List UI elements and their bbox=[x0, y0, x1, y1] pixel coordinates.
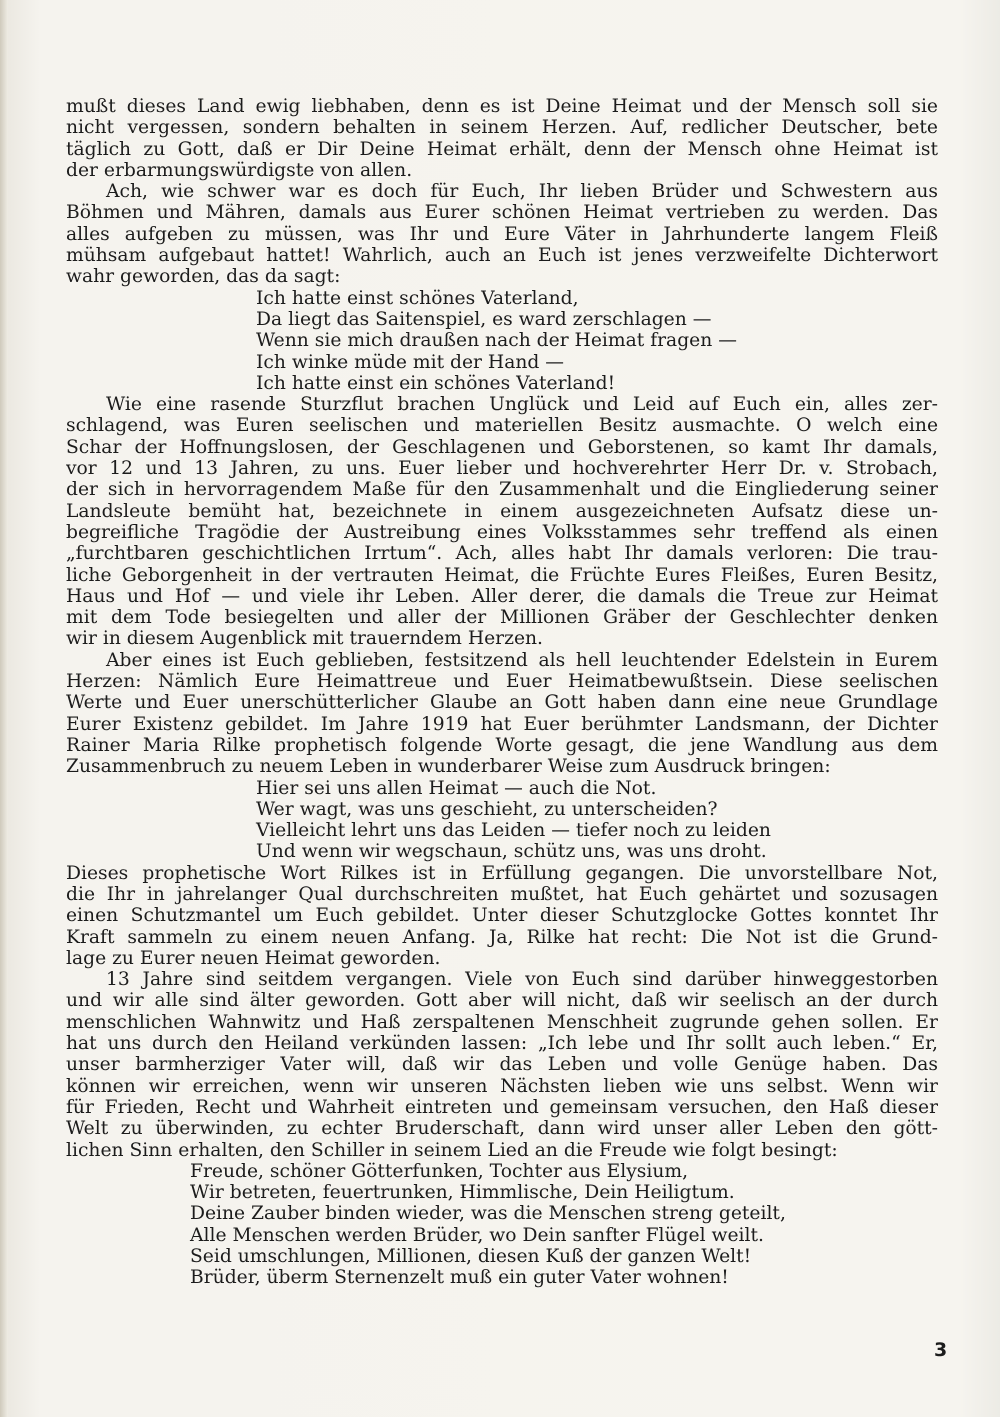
text-line: lage zu Eurer neuen Heimat geworden. bbox=[66, 947, 441, 969]
text-line: Zusammenbruch zu neuem Leben in wunderbarer Weise zum Ausdruck bringen: bbox=[66, 756, 831, 778]
verse-line: Alle Menschen werden Brüder, wo Dein sanfter Flügel weilt. bbox=[190, 1224, 764, 1246]
text-line: Schar der Hoffnungslosen, der Geschlagenen und Geborstenen, so kamt Ihr damals, bbox=[66, 436, 938, 458]
text-line: menschlichen Wahnwitz und Haß zerspaltenen Menschheit zugrunde gehen sollen. Er bbox=[66, 1011, 938, 1033]
text-line: für Frieden, Recht und Wahrheit eintreten und gemeinsam versuchen, den Haß dieser bbox=[66, 1096, 938, 1118]
text-line: mußt dieses Land ewig liebhaben, denn es ist Deine Heimat und der Mensch soll sie bbox=[66, 96, 938, 117]
text-line: Eurer Existenz gebildet. Im Jahre 1919 hat Euer berühmter Landsmann, der Dichter bbox=[66, 713, 938, 735]
verse-block bbox=[66, 778, 938, 863]
verse-line: Wer wagt, was uns geschieht, zu unterscheiden? bbox=[256, 798, 718, 820]
text-line: einen Schutzmantel um Euch gebildet. Unter dieser Schutzglocke Gottes konntet Ihr bbox=[66, 905, 938, 927]
verse-line: Deine Zauber binden wieder, was die Menschen streng geteilt, bbox=[190, 1203, 786, 1225]
text-line: „furchtbaren geschichtlichen Irrtum“. Ach, alles habt Ihr damals verloren: Die trau- bbox=[66, 543, 938, 565]
verse-line: Und wenn wir wegschaun, schütz uns, was uns droht. bbox=[256, 841, 767, 863]
text-line: Böhmen und Mähren, damals aus Eurer schönen Heimat vertrieben zu werden. Das bbox=[66, 202, 938, 224]
body-text bbox=[66, 96, 938, 1289]
verse-line: Ich hatte einst schönes Vaterland, bbox=[256, 287, 579, 309]
text-line: der sich in hervorragendem Maße für den Zusammenhalt und die Eingliederung seiner bbox=[66, 479, 938, 501]
text-line: Rainer Maria Rilke prophetisch folgende Worte gesagt, die jene Wandlung aus dem bbox=[66, 734, 938, 756]
verse-line: Ich winke müde mit der Hand — bbox=[256, 351, 564, 373]
paragraph bbox=[66, 181, 938, 287]
text-line: nicht vergessen, sondern behalten in seinem Herzen. Auf, redlicher Deutscher, bete bbox=[66, 117, 938, 139]
text-line: Wie eine rasende Sturzflut brachen Unglück und Leid auf Euch ein, alles zer- bbox=[106, 394, 938, 416]
text-line: schlagend, was Euren seelischen und materiellen Besitz ausmachte. O welch eine bbox=[66, 415, 938, 437]
text-line: täglich zu Gott, daß er Dir Deine Heimat erhält, denn der Mensch ohne Heimat ist bbox=[66, 138, 938, 160]
paragraph bbox=[66, 394, 938, 650]
page-spine-shadow bbox=[0, 0, 8, 1417]
text-line: lichen Sinn erhalten, den Schiller in seinem Lied an die Freude wie folgt besingt: bbox=[66, 1139, 838, 1161]
text-line: Werte und Euer unerschütterlicher Glaube an Gott haben dann eine neue Grundlage bbox=[66, 692, 938, 714]
verse-line: Freude, schöner Götterfunken, Tochter aus Elysium, bbox=[190, 1160, 689, 1182]
text-line: alles aufgeben zu müssen, was Ihr und Eure Väter in Jahrhunderte langem Fleiß bbox=[66, 223, 938, 245]
text-line: Dieses prophetische Wort Rilkes ist in Erfüllung gegangen. Die unvorstellbare Not, bbox=[66, 862, 938, 884]
verse-block bbox=[66, 1161, 938, 1289]
verse-line: Seid umschlungen, Millionen, diesen Kuß der ganzen Welt! bbox=[190, 1246, 752, 1268]
paragraph bbox=[66, 650, 938, 778]
text-line: wahr geworden, das da sagt: bbox=[66, 266, 341, 288]
paragraph bbox=[66, 969, 938, 1161]
verse-line: Wir betreten, feuertrunken, Himmlische, Dein Heiligtum. bbox=[190, 1182, 735, 1204]
text-line: unser barmherziger Vater will, daß wir das Leben und volle Genüge haben. Das bbox=[66, 1054, 938, 1076]
text-line: Landsleute bemüht hat, bezeichnete in einem ausgezeichneten Aufsatz diese un- bbox=[66, 500, 938, 522]
text-line: die Ihr in jahrelanger Qual durchschreiten mußtet, hat Euch gehärtet und sozusagen bbox=[66, 883, 938, 905]
text-line: mühsam aufgebaut hattet! Wahrlich, auch an Euch ist jenes verzweifelte Dichterwort bbox=[66, 245, 938, 267]
text-line: Welt zu überwinden, zu echter Bruderschaft, dann wird unser aller Leben den gött- bbox=[66, 1118, 938, 1140]
page-number: 3 bbox=[934, 1339, 948, 1361]
text-line: Herzen: Nämlich Eure Heimattreue und Euer Heimatbewußtsein. Diese seelischen bbox=[66, 671, 938, 693]
text-line: begreifliche Tragödie der Austreibung eines Volksstammes sehr treffend als einen bbox=[66, 521, 938, 543]
text-line: liche Geborgenheit in der vertrauten Heimat, die Früchte Eures Fleißes, Euren Besitz, bbox=[66, 564, 938, 586]
verse-block bbox=[66, 288, 938, 394]
verse-line: Wenn sie mich draußen nach der Heimat fragen — bbox=[256, 330, 737, 352]
verse-line: Hier sei uns allen Heimat — auch die Not. bbox=[256, 777, 657, 799]
text-line: Haus und Hof — und viele ihr Leben. Aller derer, die damals die Treue zur Heimat bbox=[66, 585, 938, 607]
verse-line: Da liegt das Saitenspiel, es ward zerschlagen — bbox=[256, 308, 712, 330]
text-line: 13 Jahre sind seitdem vergangen. Viele von Euch sind darüber hinweggestorben bbox=[106, 969, 938, 991]
text-line: mit dem Tode besiegelten und aller der Millionen Gräber der Geschlechter denken bbox=[66, 607, 938, 629]
text-line: vor 12 und 13 Jahren, zu uns. Euer lieber und hochverehrter Herr Dr. v. Strobach, bbox=[66, 458, 938, 480]
text-line: hat uns durch den Heiland verkünden lassen: „Ich lebe und Ihr sollt auch leben.“ Er, bbox=[66, 1033, 938, 1055]
text-line: wir in diesem Augenblick mit trauerndem Herzen. bbox=[66, 628, 543, 650]
text-line: Kraft sammeln zu einem neuen Anfang. Ja, Rilke hat recht: Die Not ist die Grund- bbox=[66, 926, 938, 948]
verse-line: Ich hatte einst ein schönes Vaterland! bbox=[256, 372, 616, 394]
verse-line: Brüder, überm Sternenzelt muß ein guter Vater wohnen! bbox=[190, 1267, 729, 1289]
text-line: können wir erreichen, wenn wir unseren Nächsten lieben wie uns selbst. Wenn wir bbox=[66, 1075, 938, 1097]
text-line: und wir alle sind älter geworden. Gott aber will nicht, daß wir seelisch an der durch bbox=[66, 990, 938, 1012]
paragraph bbox=[66, 96, 938, 181]
verse-line: Vielleicht lehrt uns das Leiden — tiefer noch zu leiden bbox=[256, 820, 771, 842]
text-line: Aber eines ist Euch geblieben, festsitzend als hell leuchtender Edelstein in Eurem bbox=[106, 649, 938, 671]
paragraph bbox=[66, 863, 938, 969]
text-line: Ach, wie schwer war es doch für Euch, Ihr lieben Brüder und Schwestern aus bbox=[106, 181, 938, 203]
text-line: der erbarmungswürdigste von allen. bbox=[66, 159, 413, 181]
